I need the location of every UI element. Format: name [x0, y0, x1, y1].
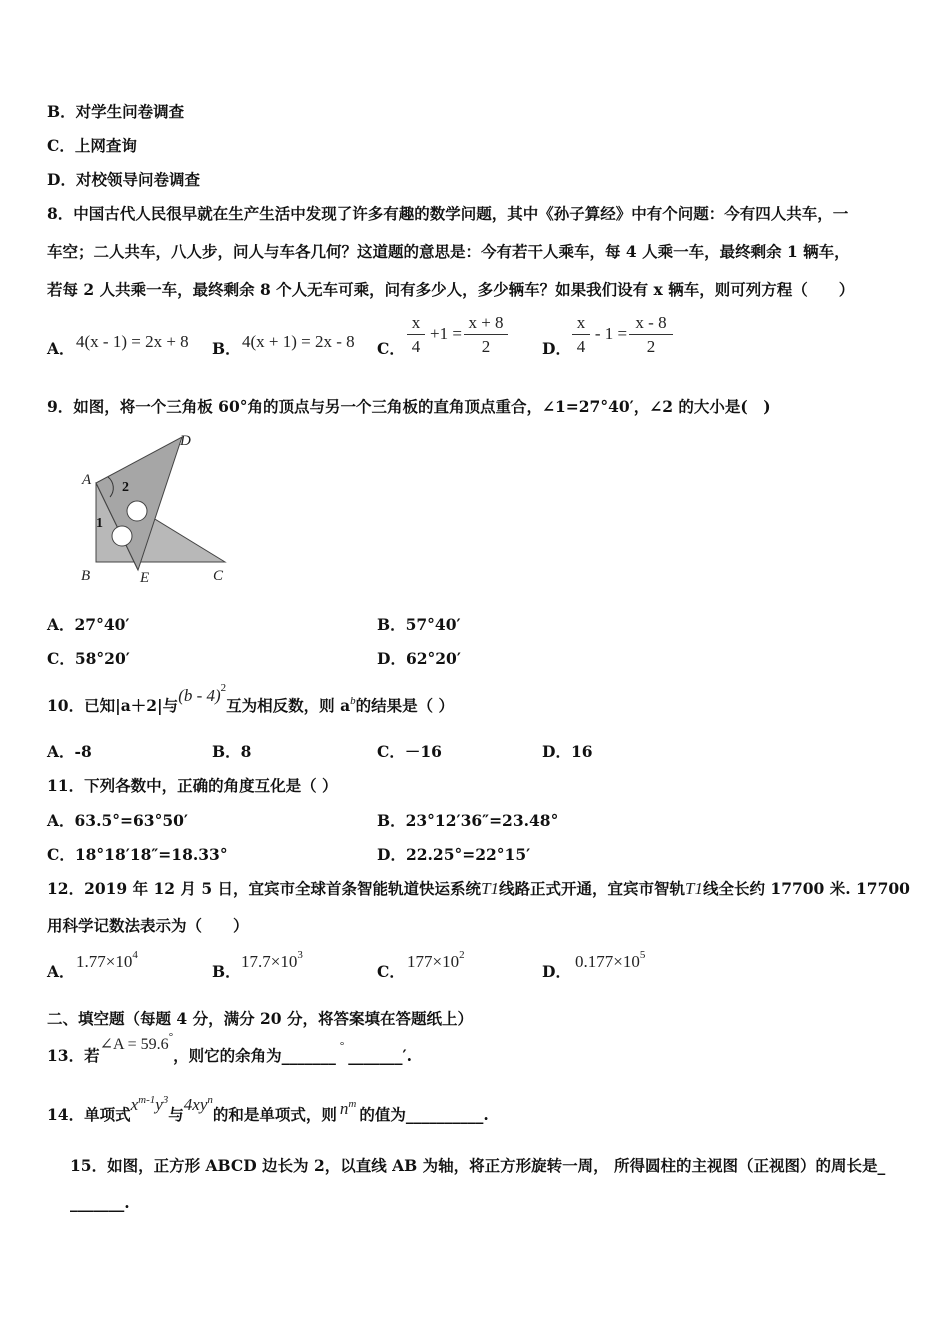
q9-option-b: B．57°40′: [377, 615, 461, 634]
q13-stem: [47, 1031, 412, 1069]
q12-line1-c: 线全长约 17700 米. 17700: [703, 879, 910, 898]
label-E: E: [140, 570, 150, 586]
q14-m1-y: y: [155, 1095, 163, 1114]
q14-m2-base: 4xy: [183, 1095, 208, 1114]
q14-end: 的值为__________.: [359, 1105, 489, 1124]
q12-t1-second: T1: [685, 879, 704, 898]
q14-prefix: 14．单项式: [47, 1105, 131, 1124]
q12-t1-first: T1: [481, 879, 500, 898]
q8-c-denominator-2: 2: [481, 337, 491, 356]
q12-c-exponent: 2: [459, 949, 465, 961]
q8-stem-line1: 8．中国古代人民很早就在生产生活中发现了许多有趣的数学问题，其中《孙子算经》中有个问题：今有四人共车，一: [47, 204, 849, 223]
label-D: D: [180, 433, 191, 449]
q8-option-a-label: A．: [47, 339, 75, 358]
q8-c-fraction-bar-1: [407, 334, 425, 335]
q13-degree-sup: °: [168, 1031, 174, 1043]
q8-option-a-equation: 4(x - 1) = 2x + 8: [76, 332, 189, 351]
q9-option-a: A．27°40′: [47, 615, 130, 634]
q8-stem-line2: 车空；二人共车，八人步，问人与车各几何？这道题的意思是：今有若干人乘车，每 4 人乘一车，最终剩余 1 辆车，: [47, 242, 850, 261]
q12-stem-line2: 用科学记数法表示为（ ）: [47, 916, 249, 935]
q12-line1-a: 12．2019 年 12 月 5 日，宜宾市全球首条智能轨道快运系统: [47, 879, 482, 898]
q14-m1-y-exponent: 3: [162, 1094, 169, 1106]
q11-option-c: C．18°18′18″=18.33°: [47, 845, 228, 864]
q13-degree-sign: °: [339, 1040, 345, 1052]
q8-d-numerator-2: x - 8: [635, 313, 667, 332]
q8-d-denominator-2: 2: [646, 337, 656, 356]
q9-triangle-figure: [70, 425, 240, 590]
q14-and: 与: [168, 1105, 184, 1124]
q8-option-c-label: C．: [377, 339, 405, 358]
q8-d-denominator-1: 4: [576, 337, 586, 356]
q12-option-c-value: [407, 951, 465, 975]
q8-option-b-label: B．: [212, 339, 241, 358]
q10-option-d: D．16: [542, 742, 593, 761]
q14-middle: 的和是单项式，则: [212, 1105, 337, 1124]
q10-exponent: 2: [220, 682, 227, 694]
q10-stem: [47, 682, 455, 719]
label-A: A: [82, 472, 92, 488]
q14-m1-x: x: [130, 1095, 139, 1114]
q12-a-exponent: 4: [132, 949, 138, 961]
q15-stem-line2: _______.: [70, 1193, 130, 1212]
q10-prefix: 10．已知|a＋2|与: [47, 696, 179, 715]
triangle-hole-upper: [127, 501, 147, 521]
label-angle-2: 2: [122, 480, 129, 495]
q12-option-a-value: [76, 951, 138, 975]
q8-d-numerator-1: x: [576, 313, 586, 332]
q7-option-b: B．对学生问卷调查: [47, 102, 185, 121]
q14-monomial-2: [184, 1095, 213, 1114]
q12-option-b-label: B．: [212, 962, 241, 981]
q13-answer-2: _______′.: [348, 1046, 412, 1065]
q8-c-middle: +1 =: [430, 324, 462, 343]
q14-m1-x-exponent: m-1: [138, 1094, 156, 1106]
q10-middle: 互为相反数，则 a: [226, 696, 351, 715]
q8-d-fraction-bar-1: [572, 334, 590, 335]
q12-option-d-value: [575, 951, 645, 975]
q8-c-numerator-1: x: [411, 313, 421, 332]
q8-d-middle: - 1 =: [594, 324, 628, 343]
q13-answer-1: ，则它的余角为_______: [173, 1046, 336, 1065]
q8-stem-line3: 若每 2 人共乘一车，最终剩余 8 个人无车可乘，问有多少人，多少辆车？如果我们设有 x 辆车，则可列方程（ ）: [47, 280, 855, 299]
label-C: C: [213, 568, 224, 584]
section-2-heading: 二、填空题（每题 4 分，满分 20 分，将答案填在答题纸上）: [47, 1009, 473, 1028]
q10-power-b: b: [350, 695, 356, 707]
q14-n-power: [337, 1099, 359, 1118]
q8-c-denominator-1: 4: [411, 337, 421, 356]
q11-option-a: A．63.5°=63°50′: [47, 811, 188, 830]
q12-a-base: 1.77×10: [76, 952, 133, 971]
q12-b-exponent: 3: [297, 949, 303, 961]
q8-option-b-equation: 4(x + 1) = 2x - 8: [242, 332, 355, 351]
q10-end: 的结果是（ ）: [355, 696, 455, 715]
label-angle-1: 1: [96, 516, 103, 531]
q7-option-c: C．上网查询: [47, 136, 137, 155]
q8-option-d-label: D．: [542, 339, 571, 358]
q12-stem-line1: [47, 878, 910, 900]
q13-angle-expression: ∠A = 59.6: [99, 1036, 169, 1053]
q8-c-fraction-bar-2: [464, 334, 508, 335]
q12-option-b-value: [241, 951, 303, 975]
q10-expression: (b - 4): [178, 686, 221, 705]
q12-option-a-label: A．: [47, 962, 75, 981]
q10-option-a: A．-8: [47, 742, 92, 761]
q10-option-c: C．－16: [377, 742, 442, 761]
q14-monomial-1: [131, 1095, 169, 1114]
q12-c-base: 177×10: [407, 952, 460, 971]
q13-prefix: 13．若: [47, 1046, 100, 1065]
q9-option-c: C．58°20′: [47, 649, 130, 668]
q8-d-fraction-bar-2: [629, 334, 673, 335]
q12-option-d-label: D．: [542, 962, 571, 981]
q12-d-exponent: 5: [639, 949, 646, 961]
q14-m2-exponent: n: [207, 1094, 213, 1106]
q14-stem: [47, 1094, 489, 1128]
q11-option-d: D．22.25°=22°15′: [377, 845, 531, 864]
q15-stem-line1: 15．如图，正方形 ABCD 边长为 2，以直线 AB 为轴，将正方形旋转一周， 所得圆柱的主视图（正视图）的周长是_: [70, 1156, 886, 1175]
q11-option-b: B．23°12′36″=23.48°: [377, 811, 559, 830]
q12-option-c-label: C．: [377, 962, 405, 981]
q12-b-base: 17.7×10: [241, 952, 298, 971]
q7-option-d: D．对校领导问卷调查: [47, 170, 200, 189]
q12-d-base: 0.177×10: [575, 952, 640, 971]
q11-stem: 11．下列各数中，正确的角度互化是（ ）: [47, 776, 338, 795]
q14-n-exponent: m: [348, 1098, 357, 1110]
triangle-hole-lower: [112, 526, 132, 546]
q9-option-d: D．62°20′: [377, 649, 461, 668]
q9-stem: 9．如图，将一个三角板 60°角的顶点与另一个三角板的直角顶点重合，∠1=27°40′，∠2 的大小是( ): [47, 397, 771, 416]
label-B: B: [81, 568, 91, 584]
q10-option-b: B．8: [212, 742, 252, 761]
q14-n: n: [339, 1099, 349, 1118]
q12-line1-b: 线路正式开通，宜宾市智轨: [499, 879, 686, 898]
q8-c-numerator-2: x + 8: [468, 313, 504, 332]
